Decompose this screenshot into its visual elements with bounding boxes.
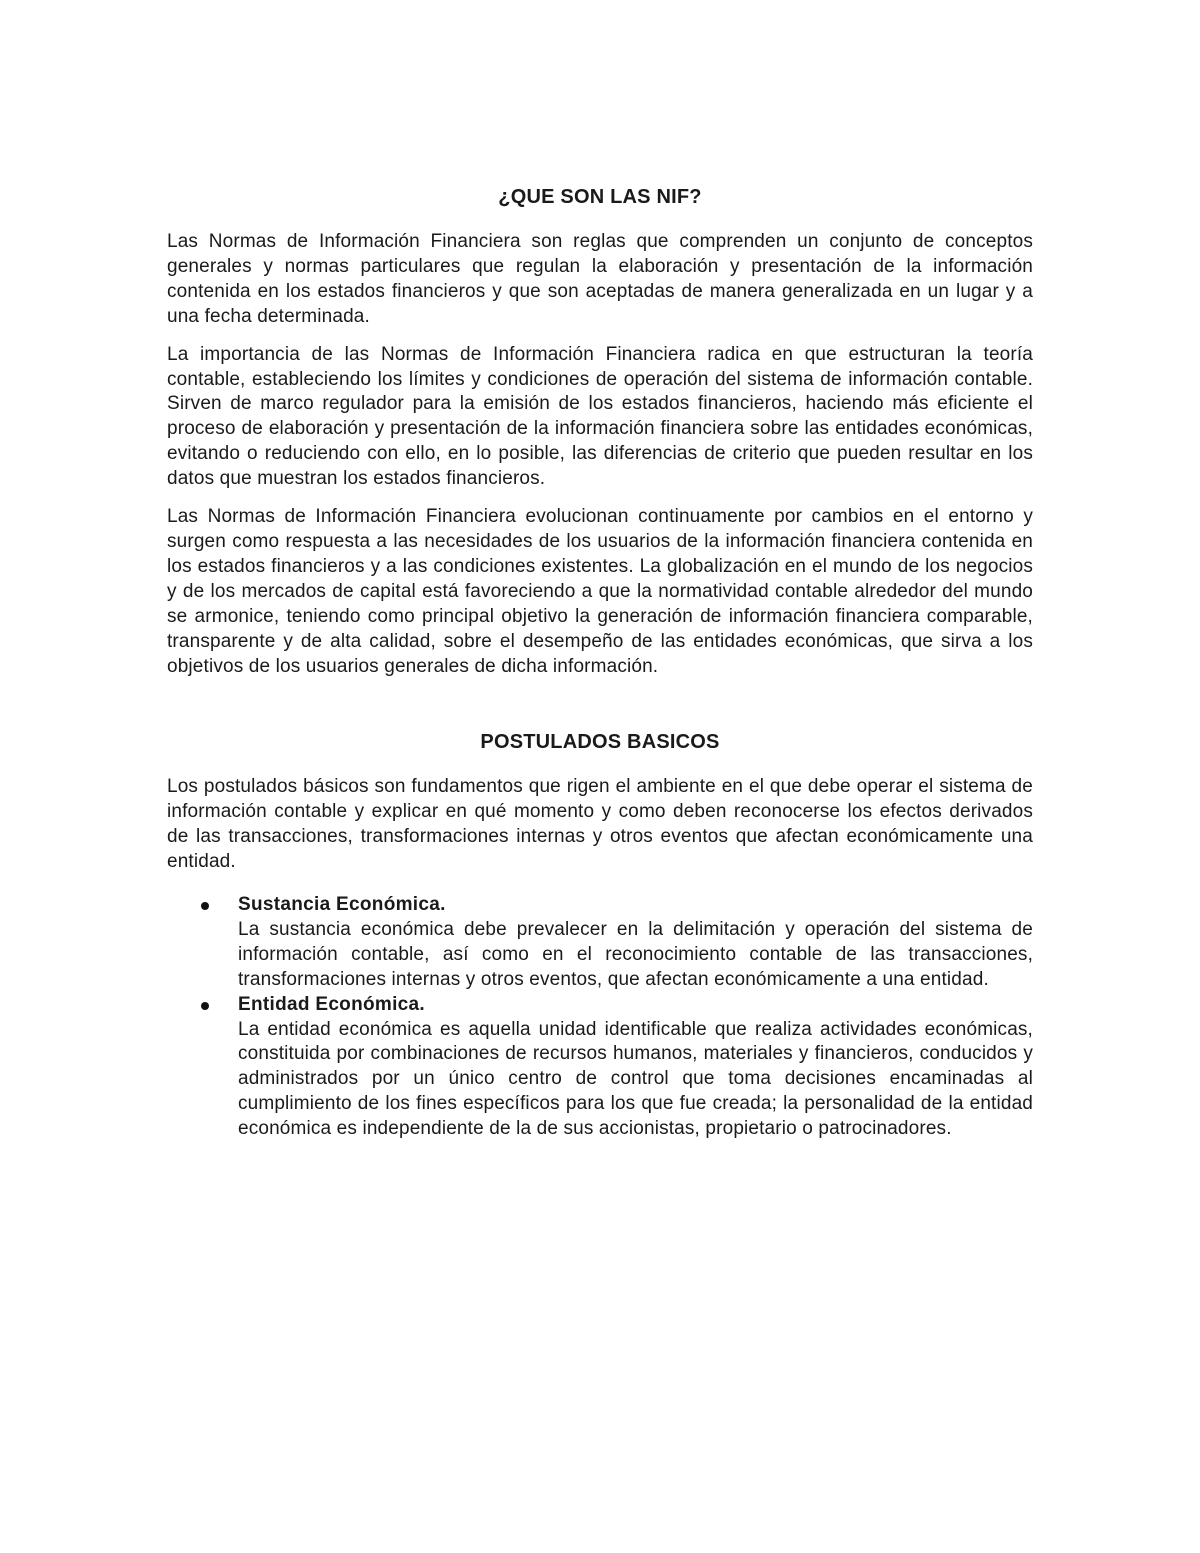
section-title-postulados: POSTULADOS BASICOS bbox=[480, 731, 720, 754]
bullet-icon bbox=[201, 902, 209, 910]
list-item-text: La sustancia económica debe prevalecer en la delimitación y operación del sistema de información contable, así como en el reconocimiento contable de las transacciones, transformaciones internas y otros eventos, que afectan económicamente a una entidad. bbox=[238, 918, 1033, 990]
document-page bbox=[167, 184, 1033, 1142]
paragraph-nif-importance: La importancia de las Normas de Información Financiera radica en que estructuran la teoría contable, estableciendo los límites y condiciones de operación del sistema de información contable. Sirven de marco regulador para la emisión de los estados financieros, haciendo más eficiente el proceso de elaboración y presentación de la información financiera sobre las entidades económicas, evitando o reduciendo con ello, en lo posible, las diferencias de criterio que pueden resultar en los datos que muestran los estados financieros. bbox=[167, 343, 1033, 490]
list-item bbox=[167, 893, 1033, 993]
list-item-text: La entidad económica es aquella unidad identificable que realiza actividades económicas, constituida por combinaciones de recursos humanos, materiales y financieros, conducidos y administrados por un único centro de control que toma decisiones encaminadas al cumplimiento de los fines específicos para los que fue creada; la personalidad de la entidad económica es independiente de la de sus accionistas, propietario o patrocinadores. bbox=[238, 1018, 1033, 1140]
postulados-list bbox=[167, 893, 1033, 1142]
paragraph-nif-definition: Las Normas de Información Financiera son reglas que comprenden un conjunto de conceptos generales y normas particulares que regulan la elaboración y presentación de la información contenida en los estados financieros y que son aceptadas de manera generalizada en un lugar y a una fecha determinada. bbox=[167, 231, 1033, 327]
list-item-title: Sustancia Económica. bbox=[238, 894, 446, 916]
list-item-title: Entidad Económica. bbox=[238, 993, 425, 1015]
bullet-icon bbox=[201, 1002, 209, 1010]
list-item bbox=[167, 993, 1033, 1142]
section-title-nif: ¿QUE SON LAS NIF? bbox=[498, 186, 702, 208]
paragraph-nif-evolution: Las Normas de Información Financiera evolucionan continuamente por cambios en el entorno y surgen como respuesta a las necesidades de los usuarios de la información financiera contenida en los estados financieros y a las condiciones existentes. La globalización en el mundo de los negocios y de los mercados de capital está favoreciendo a que la normatividad contable alrededor del mundo se armonice, teniendo como principal objetivo la generación de información financiera comparable, transparente y de alta calidad, sobre el desempeño de las entidades económicas, que sirva a los objetivos de los usuarios generales de dicha información. bbox=[167, 506, 1033, 677]
paragraph-postulados-intro: Los postulados básicos son fundamentos que rigen el ambiente en el que debe operar el sistema de información contable y explicar en qué momento y como deben reconocerse los efectos derivados de las transacciones, transformaciones internas y otros eventos que afectan económicamente una entidad. bbox=[167, 776, 1033, 873]
